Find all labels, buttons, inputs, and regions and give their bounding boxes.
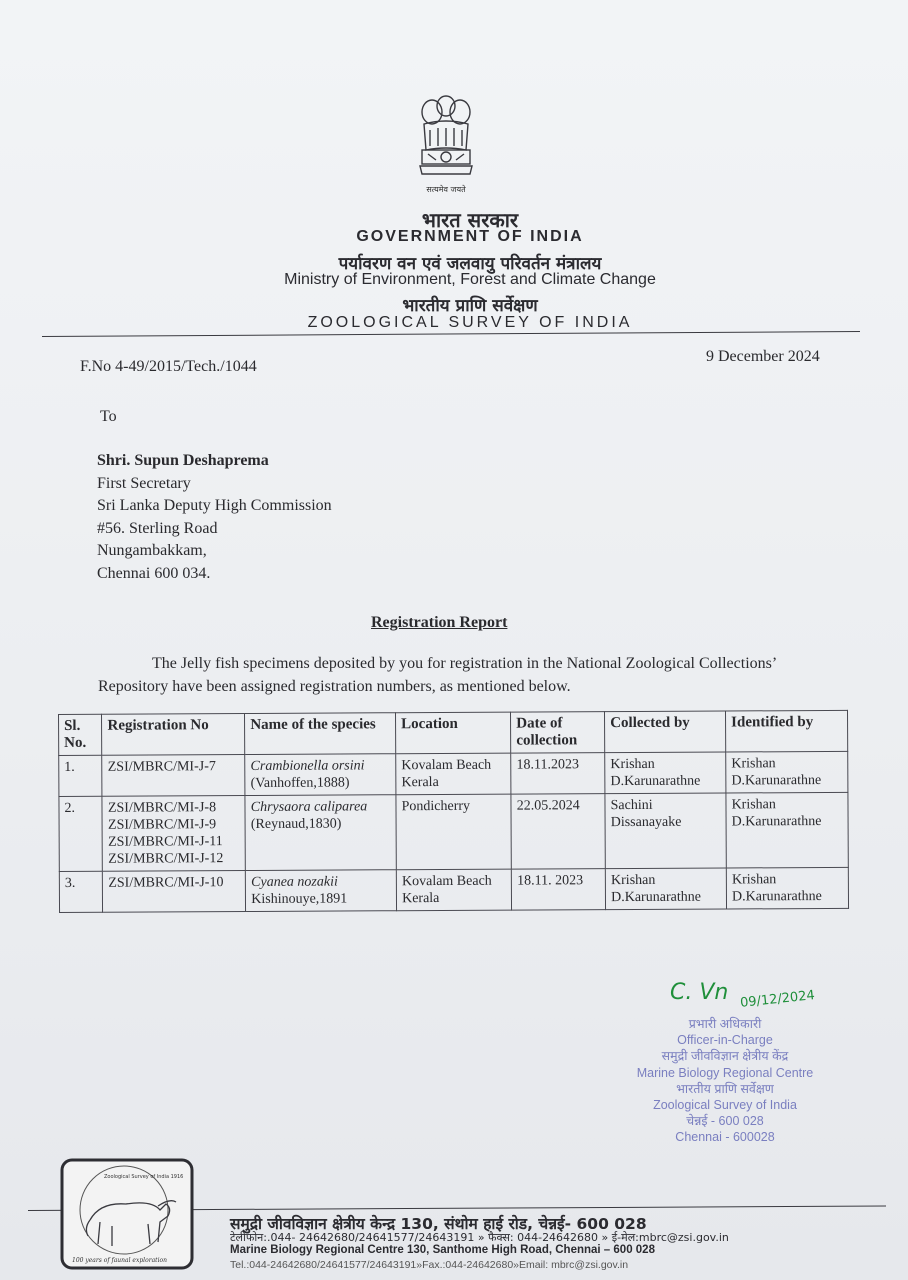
cell-collected [605, 868, 726, 910]
col-header-sl: Sl. No. [59, 714, 103, 755]
cell-species [246, 870, 397, 912]
col-header-reg: Registration No [102, 714, 245, 756]
file-number: F.No 4-49/2015/Tech./1044 [80, 358, 257, 375]
cell-date: 18.11. 2023 [512, 869, 606, 910]
letter-date: 9 December 2024 [706, 348, 820, 365]
collector-line: D.Karunarathne [610, 773, 701, 790]
cell-identified [726, 792, 848, 868]
reg-number: ZSI/MBRC/MI-J-9 [107, 817, 217, 833]
stamp-line: समुद्री जीवविज्ञान क्षेत्रीय केंद्र [661, 1049, 789, 1064]
reg-number: ZSI/MBRC/MI-J-12 [108, 851, 224, 867]
col-header-collected: Collected by [605, 711, 726, 753]
collector-line: Dissanayake [610, 814, 682, 831]
officer-stamp [610, 1016, 840, 1146]
stamp-line: Officer-in-Charge [677, 1033, 773, 1048]
identifier-line: Krishan [731, 872, 777, 888]
header-ministry-hindi: पर्यावरण वन एवं जलवायु परिवर्तन मंत्रालय [338, 254, 602, 274]
footer-hindi-contacts: टेलीफोन:.044- 24642680/24641577/24643191 » फैक्स: 044-24642680 » ई-मेल:mbrc@zsi.gov.in [230, 1231, 729, 1244]
footer-english-address: Marine Biology Regional Centre 130, Santhome High Road, Chennai – 600 028 [230, 1244, 655, 1256]
species-author: (Vanhoffen,1888) [250, 775, 350, 791]
logo-text: Zoological Survey of India 1916 [104, 1174, 184, 1180]
cell-species [245, 795, 396, 871]
stamp-line: चेन्नई - 600 028 [686, 1114, 764, 1129]
location-line: Kerala [401, 775, 439, 791]
stamp-line: भारतीय प्राणि सर्वेक्षण [676, 1081, 774, 1096]
signature-date: 09/12/2024 [739, 988, 816, 1011]
reg-number: ZSI/MBRC/MI-J-8 [107, 800, 217, 816]
identifier-line: D.Karunarathne [731, 773, 822, 789]
cell-location [396, 753, 511, 795]
collector-line: Sachini [610, 797, 653, 814]
collector-line: Krishan [610, 756, 655, 773]
cell-location [396, 794, 512, 870]
cell-reg [103, 871, 246, 913]
location-line: Kovalam Beach [401, 873, 492, 890]
intro-paragraph: The Jelly fish specimens deposited by you for registration in the National Zoological Collections’ Repository have been assigned registration numbers, as mentioned below. [98, 655, 777, 695]
identifier-line: Krishan [731, 797, 776, 813]
cell-species [245, 754, 396, 796]
stamp-line: प्रभारी अधिकारी [688, 1017, 762, 1031]
reg-number: ZSI/MBRC/MI-J-11 [108, 834, 223, 850]
emblem-motto: सत्यमेव जयते [426, 185, 466, 194]
location-line: Kovalam Beach [401, 757, 492, 774]
cell-sl: 1. [59, 755, 103, 796]
cell-sl: 2. [59, 796, 103, 871]
cell-sl: 3. [59, 871, 103, 912]
recipient-address [97, 450, 332, 585]
species-name: Crambionella orsini [250, 758, 365, 774]
location-line: Pondicherry [401, 798, 471, 815]
col-header-location: Location [396, 712, 511, 754]
address-line: #56. Sterling Road [97, 519, 218, 537]
signature: C. Vn [670, 980, 729, 1005]
cell-date: 18.11.2023 [511, 753, 605, 794]
col-header-date: Date of collection [511, 712, 605, 753]
collector-line: Krishan [610, 872, 656, 889]
footer-english-contacts: Tel.:044-24642680/24641577/24643191»Fax.:044-24642680»Email: mbrc@zsi.gov.in [230, 1259, 629, 1271]
table-row [59, 792, 848, 871]
header-zsi-english: ZOOLOGICAL SURVEY OF INDIA [307, 314, 633, 331]
header-govt-hindi: भारत सरकार [421, 208, 519, 232]
cell-reg [102, 755, 245, 797]
national-emblem-icon [410, 88, 482, 198]
species-name: Cyanea nozakii [251, 874, 338, 890]
identifier-line: Krishan [731, 756, 776, 772]
report-title: Registration Report [371, 614, 508, 631]
identifier-line: D.Karunarathne [731, 814, 822, 830]
cell-identified [726, 751, 848, 793]
footer-hindi-address: समुद्री जीवविज्ञान क्षेत्रीय केन्द्र 130, संथोम हाई रोड, चेन्नई- 600 028 [230, 1215, 647, 1233]
logo-caption: 100 years of faunal exploration [72, 1257, 167, 1264]
col-header-identified: Identified by [726, 710, 848, 752]
cell-date: 22.05.2024 [511, 794, 605, 869]
identifier-line: D.Karunarathne [731, 889, 822, 905]
address-line: Chennai 600 034. [97, 564, 211, 582]
cell-identified [726, 867, 848, 909]
address-line: Sri Lanka Deputy High Commission [97, 497, 332, 514]
header-zsi-hindi: भारतीय प्राणि सर्वेक्षण [402, 296, 538, 316]
recipient-name: Shri. Supun Deshaprema [97, 452, 269, 469]
location-line: Kerala [402, 891, 440, 907]
species-author: (Reynaud,1830) [250, 816, 342, 832]
table-row [59, 751, 848, 796]
reg-number: ZSI/MBRC/MI-J-10 [108, 875, 224, 891]
table-row [59, 867, 848, 912]
table-header-row [59, 710, 848, 755]
collector-line: D.Karunarathne [611, 889, 701, 906]
header-ministry-english: Ministry of Environment, Forest and Climate Change [284, 271, 656, 288]
cell-reg [102, 796, 245, 872]
registration-table [58, 710, 849, 913]
col-header-species: Name of the species [245, 713, 396, 755]
zsi-centenary-logo-icon [60, 1158, 194, 1270]
species-name: Chrysaora caliparea [250, 799, 368, 815]
cell-location [396, 869, 511, 911]
stamp-line: Zoological Survey of India [653, 1098, 797, 1113]
species-author: Kishinouye,1891 [251, 891, 348, 907]
cell-collected [605, 793, 726, 869]
stamp-line: Marine Biology Regional Centre [636, 1065, 814, 1080]
header-govt-english: GOVERNMENT OF INDIA [356, 228, 584, 245]
reg-number: ZSI/MBRC/MI-J-7 [107, 759, 216, 775]
address-line: First Secretary [97, 474, 191, 492]
cell-collected [605, 752, 726, 794]
salutation-to: To [100, 408, 117, 425]
stamp-line: Chennai - 600028 [675, 1130, 775, 1145]
address-line: Nungambakkam, [97, 542, 207, 559]
